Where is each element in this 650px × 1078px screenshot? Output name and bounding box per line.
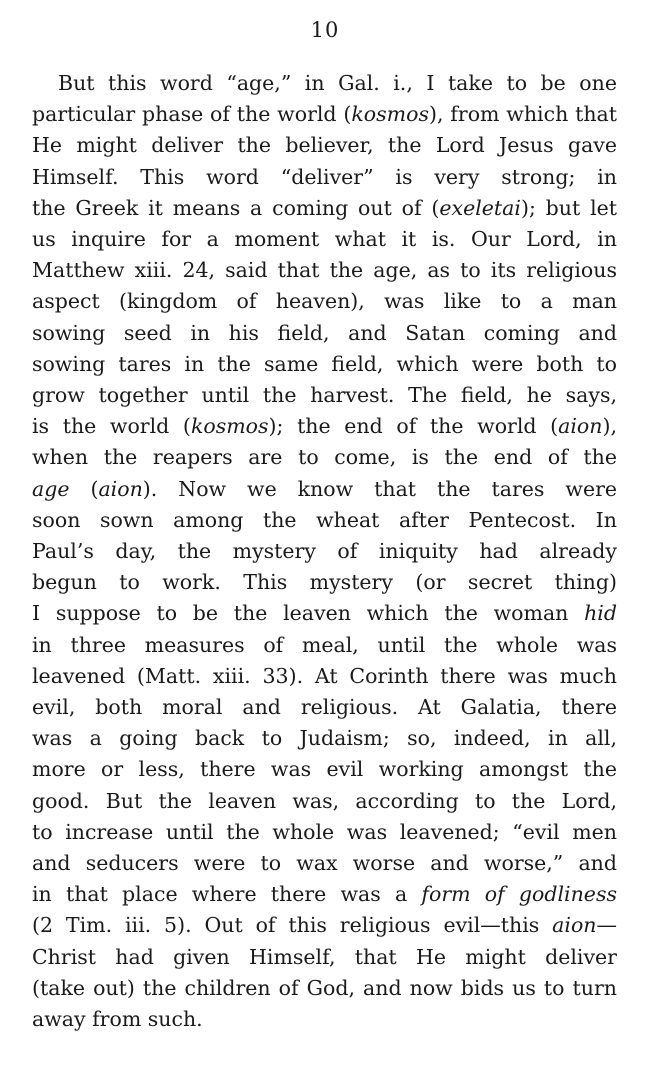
text-line	[32, 661, 617, 692]
text-segment: ). Now we know that the tares were	[142, 476, 618, 501]
text-line	[32, 598, 617, 629]
text-line	[32, 723, 617, 754]
text-line	[32, 817, 617, 848]
text-line	[32, 474, 617, 505]
text-line	[32, 567, 617, 598]
text-line	[32, 286, 617, 317]
text-segment: begun to work. This mystery (or secret thing)	[32, 570, 617, 595]
text-segment: Paul’s day, the mystery of iniquity had already	[32, 539, 617, 564]
text-segment: particular phase of the world (	[32, 102, 352, 127]
text-segment: Matthew xiii. 24, said that the age, as to its religious	[32, 258, 617, 283]
text-segment: evil, both moral and religious. At Galatia, there	[32, 695, 617, 720]
text-segment: sowing seed in his field, and Satan coming and	[32, 320, 617, 345]
text-segment: —	[596, 913, 617, 938]
text-segment: But this word “age,” in Gal. i., I take to be one	[58, 71, 617, 95]
italic-text: exeletai	[439, 195, 521, 220]
text-segment: ),	[602, 414, 617, 439]
text-segment: grow together until the harvest. The field, he says,	[32, 383, 617, 408]
text-segment: (take out) the children of God, and now bids us to turn	[32, 975, 617, 1000]
text-segment: in that place where there was a	[32, 882, 422, 907]
text-line	[32, 848, 617, 879]
text-line	[32, 193, 617, 224]
text-line	[32, 411, 617, 442]
italic-text: age	[32, 476, 70, 501]
italic-text: aion	[552, 913, 597, 938]
italic-text: kosmos	[351, 102, 429, 127]
text-segment: good. But the leaven was, according to the Lord,	[32, 788, 617, 813]
text-segment: Himself. This word “deliver” is very strong; in	[32, 164, 617, 189]
text-line	[32, 99, 617, 130]
text-segment: (	[69, 476, 99, 501]
italic-text: kosmos	[190, 414, 269, 439]
text-segment: more or less, there was evil working amongst the	[32, 757, 617, 782]
text-segment: the Greek it means a coming out of (	[32, 195, 440, 220]
text-line	[32, 442, 617, 473]
text-line	[32, 879, 617, 910]
text-segment: when the reapers are to come, is the end of the	[32, 445, 617, 470]
text-segment: us inquire for a moment what it is. Our Lord, in	[32, 227, 617, 252]
text-segment: ); but let	[520, 195, 617, 220]
text-segment: to increase until the whole was leavened; “evil men	[32, 819, 617, 844]
text-segment: leavened (Matt. xiii. 33). At Corinth there was much	[32, 663, 617, 688]
text-line	[32, 973, 617, 1004]
text-line	[32, 942, 617, 973]
text-line	[32, 380, 617, 411]
text-line	[32, 68, 617, 99]
text-line	[32, 255, 617, 286]
text-line	[32, 505, 617, 536]
text-segment: (2 Tim. iii. 5). Out of this religious evil—this	[32, 913, 553, 938]
text-segment: soon sown among the wheat after Pentecost. In	[32, 507, 617, 532]
text-segment: I suppose to be the leaven which the woman	[32, 601, 585, 626]
text-line	[32, 130, 617, 161]
text-line	[32, 162, 617, 193]
text-segment: ); the end of the world (	[268, 414, 559, 439]
text-segment: in three measures of meal, until the whole was	[32, 632, 617, 657]
italic-text: aion	[558, 414, 603, 439]
text-line	[32, 318, 617, 349]
text-segment: away from such.	[32, 1007, 203, 1032]
page-number: 10	[310, 18, 340, 42]
text-line	[32, 349, 617, 380]
text-segment: was a going back to Judaism; so, indeed, in all,	[32, 726, 617, 751]
text-segment: ), from which that	[428, 102, 617, 127]
text-line	[32, 692, 617, 723]
text-line	[32, 630, 617, 661]
italic-text: aion	[98, 476, 143, 501]
text-segment: is the world (	[32, 414, 191, 439]
text-segment: and seducers were to wax worse and worse,” and	[32, 851, 617, 876]
text-line	[32, 910, 617, 941]
text-segment: aspect (kingdom of heaven), was like to a man	[32, 289, 617, 314]
body-paragraph	[32, 68, 617, 1035]
text-segment: sowing tares in the same field, which were both to	[32, 351, 617, 376]
text-line	[32, 536, 617, 567]
text-segment: He might deliver the believer, the Lord Jesus gave	[32, 133, 617, 158]
text-line	[32, 224, 617, 255]
text-line	[32, 754, 617, 785]
italic-text: hid	[584, 601, 617, 626]
italic-text: form of godliness	[421, 882, 617, 907]
text-line	[32, 1004, 617, 1035]
text-line	[32, 786, 617, 817]
text-segment: Christ had given Himself, that He might deliver	[32, 944, 617, 969]
